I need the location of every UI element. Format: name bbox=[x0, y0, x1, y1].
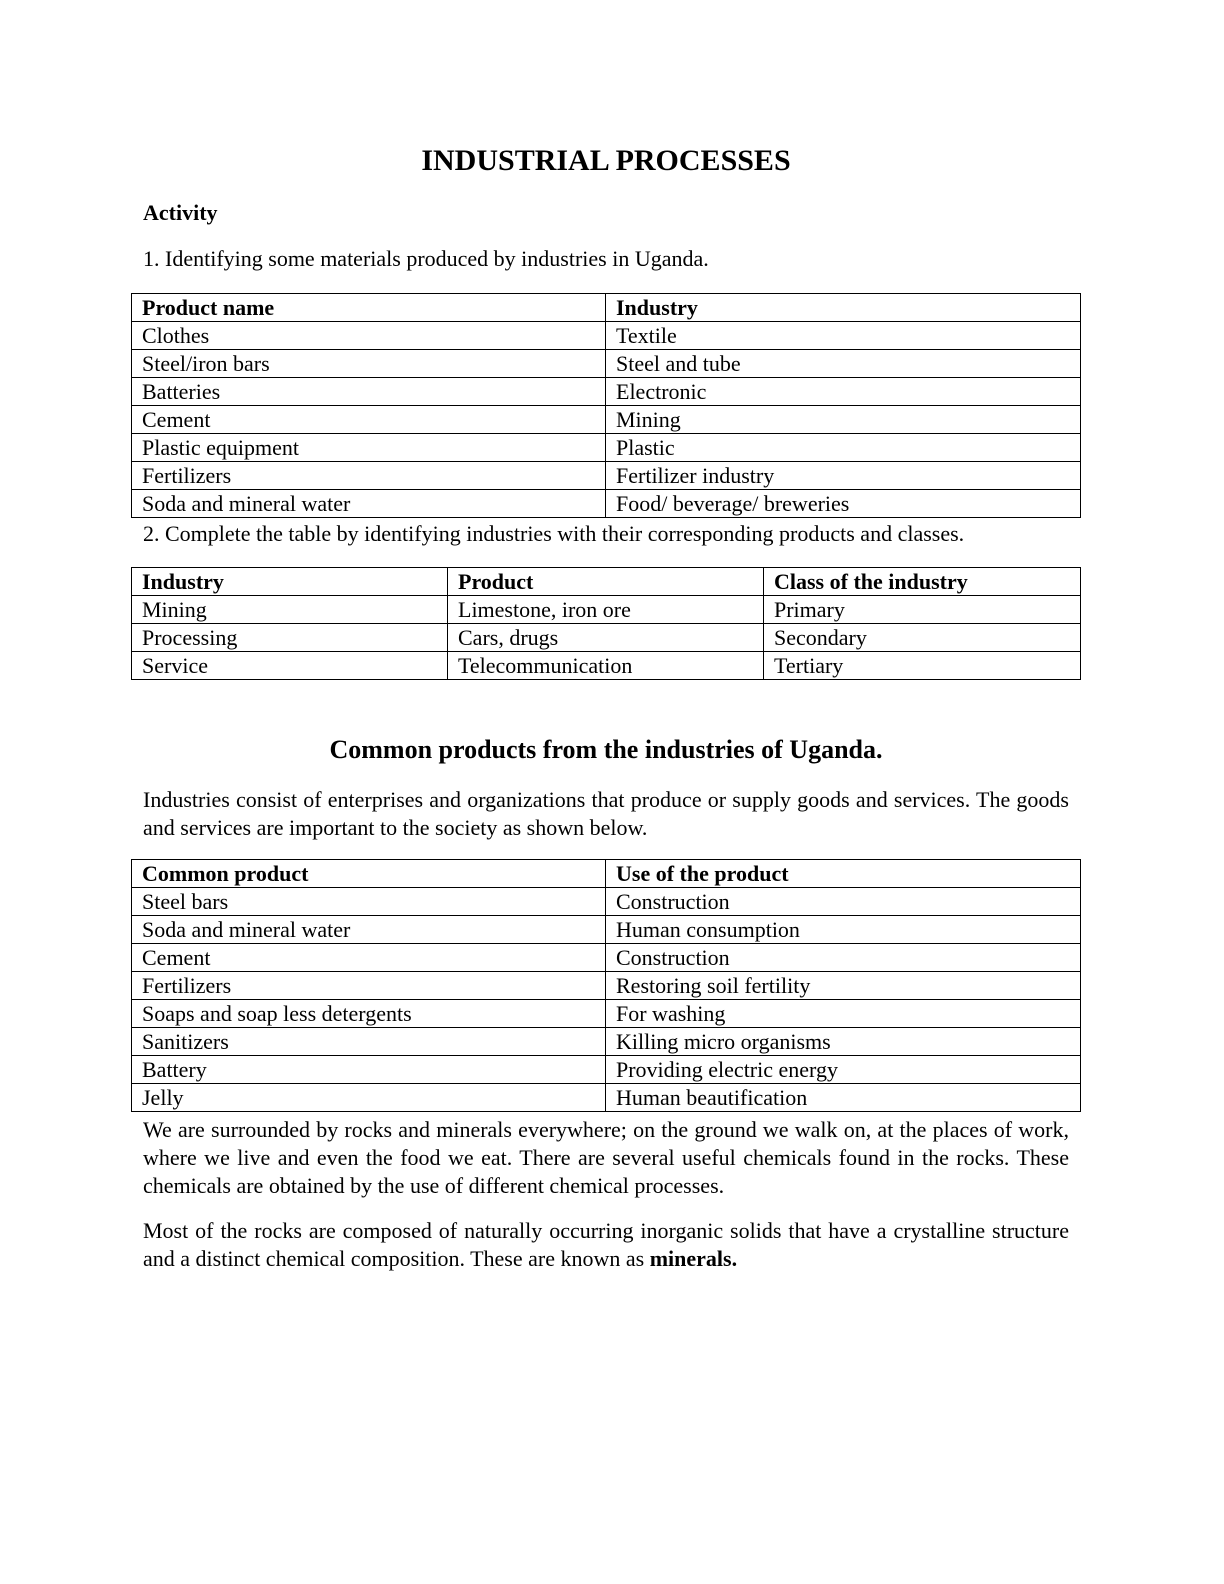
cell-use: Restoring soil fertility bbox=[606, 972, 1081, 1000]
industry-classes-table bbox=[131, 567, 1081, 680]
section-title: Common products from the industries of Uganda. bbox=[329, 735, 883, 764]
column-header-product: Product bbox=[448, 568, 764, 596]
table-row bbox=[132, 406, 1081, 434]
cell-product: Fertilizers bbox=[132, 972, 606, 1000]
table-row bbox=[132, 652, 1081, 680]
cell-industry: Electronic bbox=[606, 378, 1081, 406]
paragraph-industries: Industries consist of enterprises and organizations that produce or supply goods and services. The goods and services are important to the society as shown below. bbox=[143, 787, 1069, 840]
column-header-industry: Industry bbox=[606, 294, 1081, 322]
cell-industry: Processing bbox=[132, 624, 448, 652]
cell-industry: Mining bbox=[132, 596, 448, 624]
cell-industry: Steel and tube bbox=[606, 350, 1081, 378]
table-row bbox=[132, 1000, 1081, 1028]
cell-product: Fertilizers bbox=[132, 462, 606, 490]
table-row bbox=[132, 462, 1081, 490]
table-header-row bbox=[132, 294, 1081, 322]
cell-product: Clothes bbox=[132, 322, 606, 350]
table-row bbox=[132, 490, 1081, 518]
cell-product: Battery bbox=[132, 1056, 606, 1084]
table-row bbox=[132, 1056, 1081, 1084]
cell-product: Cars, drugs bbox=[448, 624, 764, 652]
cell-use: Human consumption bbox=[606, 916, 1081, 944]
cell-product: Soda and mineral water bbox=[132, 490, 606, 518]
cell-industry: Fertilizer industry bbox=[606, 462, 1081, 490]
table-row bbox=[132, 944, 1081, 972]
cell-product: Batteries bbox=[132, 378, 606, 406]
table-row bbox=[132, 972, 1081, 1000]
column-header-common-product: Common product bbox=[132, 860, 606, 888]
table-header-row bbox=[132, 860, 1081, 888]
minerals-term: minerals. bbox=[649, 1246, 738, 1271]
column-header-class: Class of the industry bbox=[764, 568, 1081, 596]
column-header-use: Use of the product bbox=[606, 860, 1081, 888]
table-header-row bbox=[132, 568, 1081, 596]
cell-product: Soaps and soap less detergents bbox=[132, 1000, 606, 1028]
cell-class: Secondary bbox=[764, 624, 1081, 652]
cell-product: Steel bars bbox=[132, 888, 606, 916]
cell-class: Primary bbox=[764, 596, 1081, 624]
table-row bbox=[132, 322, 1081, 350]
cell-product: Soda and mineral water bbox=[132, 916, 606, 944]
cell-use: Providing electric energy bbox=[606, 1056, 1081, 1084]
cell-product: Telecommunication bbox=[448, 652, 764, 680]
table-row bbox=[132, 888, 1081, 916]
question-2: 2. Complete the table by identifying industries with their corresponding products and classes. bbox=[143, 521, 965, 546]
table-row bbox=[132, 350, 1081, 378]
cell-industry: Food/ beverage/ breweries bbox=[606, 490, 1081, 518]
cell-industry: Plastic bbox=[606, 434, 1081, 462]
cell-product: Sanitizers bbox=[132, 1028, 606, 1056]
cell-industry: Mining bbox=[606, 406, 1081, 434]
activity-heading: Activity bbox=[143, 200, 218, 225]
cell-use: For washing bbox=[606, 1000, 1081, 1028]
table-row bbox=[132, 434, 1081, 462]
cell-product: Steel/iron bars bbox=[132, 350, 606, 378]
question-1: 1. Identifying some materials produced by industries in Uganda. bbox=[143, 246, 709, 271]
table-row bbox=[132, 378, 1081, 406]
paragraph-minerals-text: Most of the rocks are composed of naturally occurring inorganic solids that have a crystalline structure and a distinct chemical composition. These are known as bbox=[143, 1218, 1069, 1271]
cell-industry: Textile bbox=[606, 322, 1081, 350]
cell-product: Cement bbox=[132, 406, 606, 434]
products-industry-table bbox=[131, 293, 1081, 518]
cell-product: Jelly bbox=[132, 1084, 606, 1112]
cell-product: Plastic equipment bbox=[132, 434, 606, 462]
cell-use: Construction bbox=[606, 888, 1081, 916]
page-title: INDUSTRIAL PROCESSES bbox=[421, 144, 791, 177]
cell-use: Human beautification bbox=[606, 1084, 1081, 1112]
product-uses-table bbox=[131, 859, 1081, 1112]
paragraph-minerals bbox=[143, 1217, 1069, 1273]
table-row bbox=[132, 596, 1081, 624]
cell-use: Construction bbox=[606, 944, 1081, 972]
table-row bbox=[132, 624, 1081, 652]
table-row bbox=[132, 916, 1081, 944]
column-header-industry: Industry bbox=[132, 568, 448, 596]
paragraph-rocks: We are surrounded by rocks and minerals everywhere; on the ground we walk on, at the places of work, where we live and even the food we eat. There are several useful chemicals found in the rocks. These chemicals are obtained by the use of different chemical processes. bbox=[143, 1117, 1069, 1198]
column-header-product-name: Product name bbox=[132, 294, 606, 322]
cell-product: Limestone, iron ore bbox=[448, 596, 764, 624]
cell-class: Tertiary bbox=[764, 652, 1081, 680]
cell-product: Cement bbox=[132, 944, 606, 972]
cell-industry: Service bbox=[132, 652, 448, 680]
table-row bbox=[132, 1028, 1081, 1056]
cell-use: Killing micro organisms bbox=[606, 1028, 1081, 1056]
table-row bbox=[132, 1084, 1081, 1112]
